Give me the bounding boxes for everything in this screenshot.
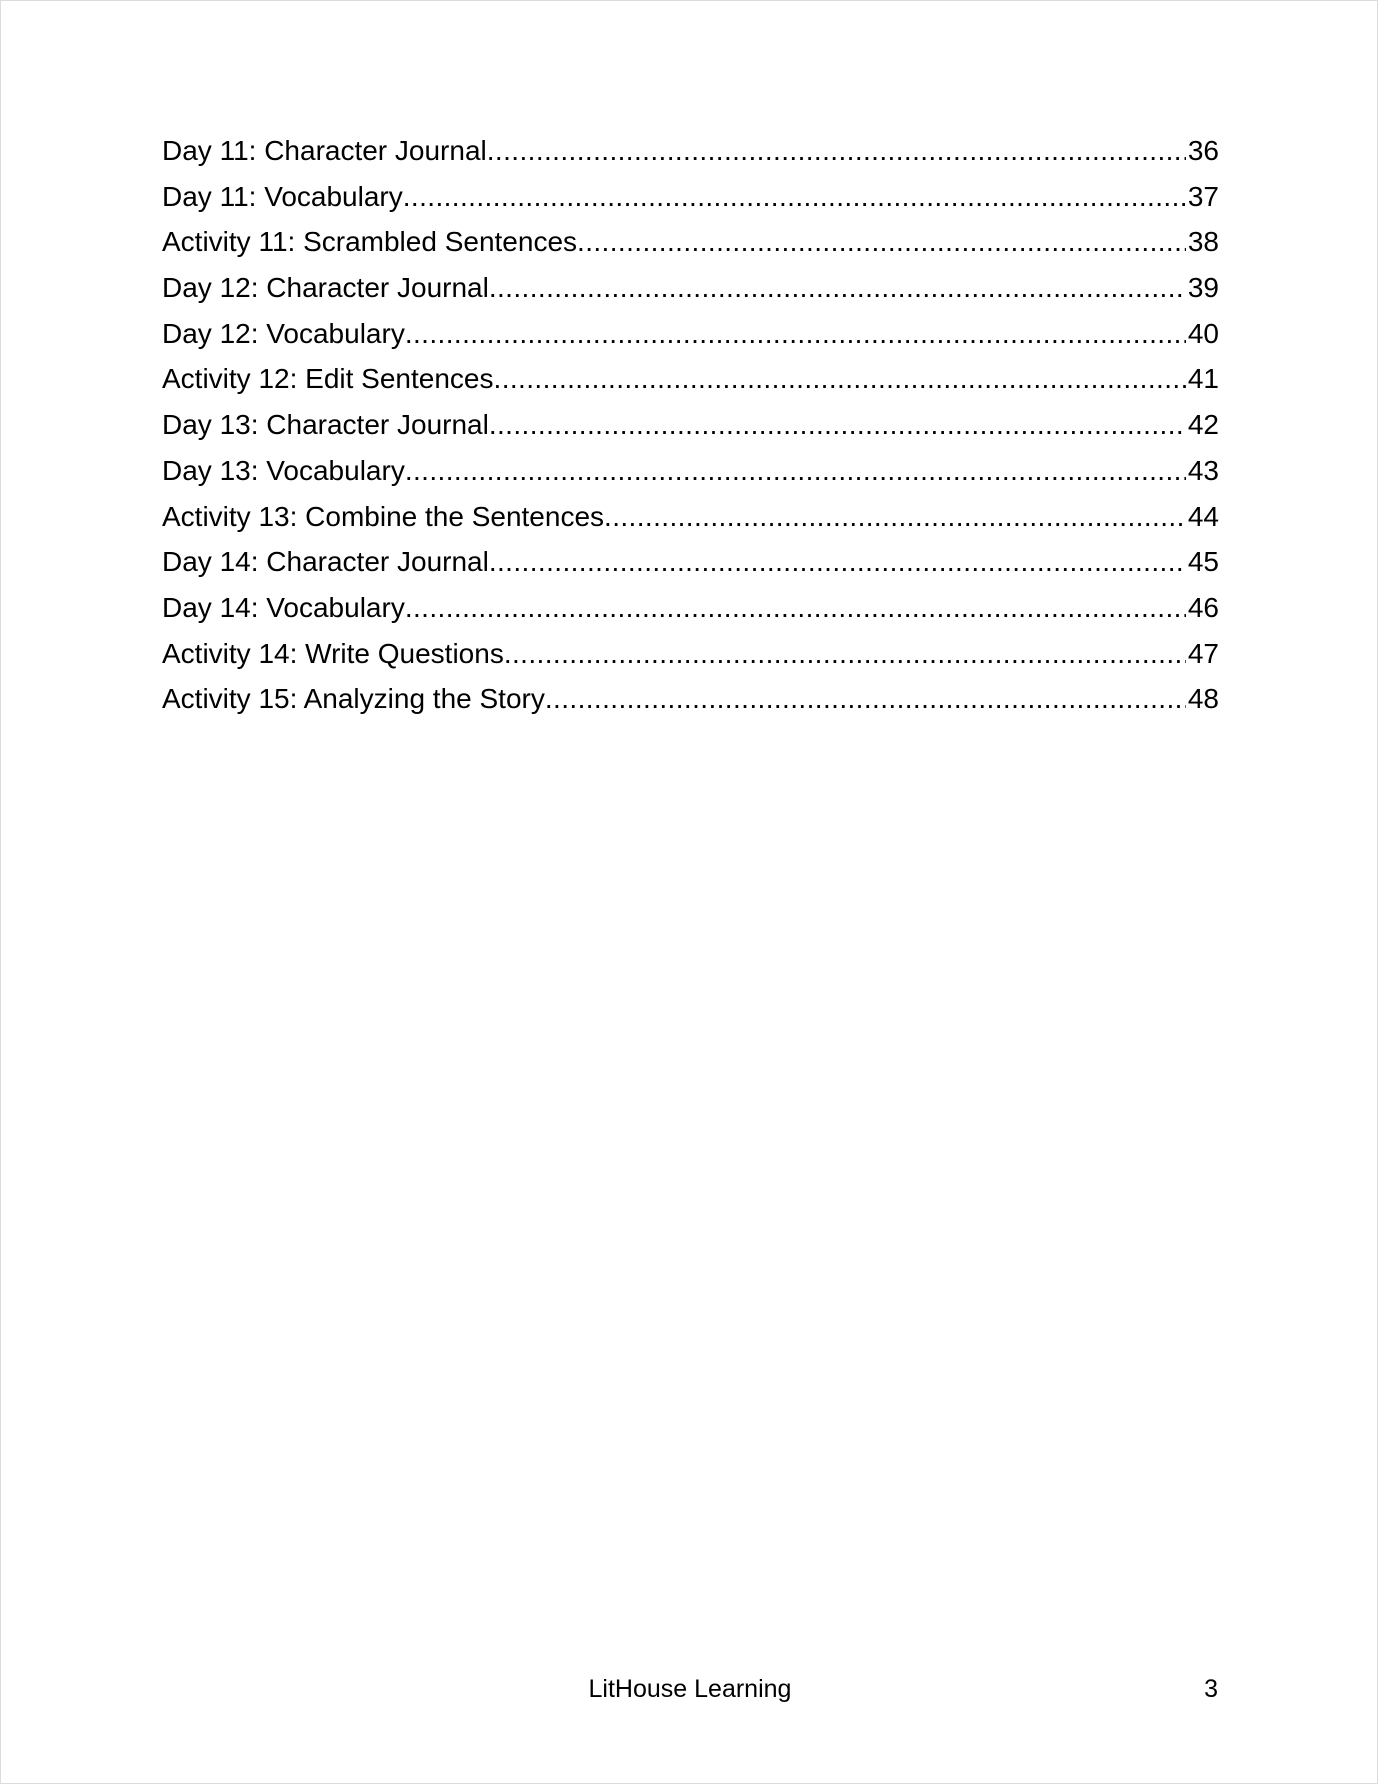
toc-dot-leader bbox=[405, 311, 1186, 357]
toc-entry[interactable] bbox=[162, 631, 1219, 677]
toc-entry[interactable] bbox=[162, 219, 1219, 265]
toc-entry-page: 37 bbox=[1187, 180, 1219, 212]
toc-dot-leader bbox=[604, 494, 1186, 540]
toc-entry-page: 38 bbox=[1187, 226, 1219, 258]
toc-dot-leader bbox=[489, 265, 1186, 311]
toc-entry-title[interactable]: Activity 13: Combine the Sentences bbox=[162, 500, 605, 532]
toc-entry-page: 44 bbox=[1187, 500, 1219, 532]
table-of-contents bbox=[162, 128, 1219, 722]
toc-dot-leader bbox=[504, 631, 1186, 677]
toc-entry-page: 43 bbox=[1187, 454, 1219, 486]
toc-entry-title[interactable]: Day 13: Character Journal bbox=[162, 409, 489, 441]
footer-brand: LitHouse Learning bbox=[588, 1675, 792, 1703]
toc-entry-page: 45 bbox=[1187, 546, 1219, 578]
toc-entry-page: 39 bbox=[1187, 272, 1219, 304]
toc-entry-title[interactable]: Activity 15: Analyzing the Story bbox=[162, 683, 545, 715]
toc-dot-leader bbox=[494, 356, 1186, 402]
toc-entry[interactable] bbox=[162, 128, 1219, 174]
toc-entry[interactable] bbox=[162, 585, 1219, 631]
toc-dot-leader bbox=[405, 585, 1186, 631]
toc-dot-leader bbox=[545, 676, 1186, 722]
toc-entry-page: 42 bbox=[1187, 409, 1219, 441]
toc-entry[interactable] bbox=[162, 311, 1219, 357]
toc-entry[interactable] bbox=[162, 402, 1219, 448]
toc-entry-title[interactable]: Activity 12: Edit Sentences bbox=[162, 363, 494, 395]
toc-entry-page: 36 bbox=[1187, 135, 1219, 166]
toc-entry-title[interactable]: Day 11: Character Journal bbox=[162, 135, 487, 166]
toc-entry[interactable] bbox=[162, 448, 1219, 494]
toc-dot-leader bbox=[405, 448, 1186, 494]
toc-entry-title[interactable]: Day 14: Character Journal bbox=[162, 546, 489, 578]
toc-entry[interactable] bbox=[162, 174, 1219, 220]
toc-dot-leader bbox=[489, 539, 1186, 585]
toc-dot-leader bbox=[577, 219, 1186, 265]
toc-entry[interactable] bbox=[162, 356, 1219, 402]
toc-entry[interactable] bbox=[162, 265, 1219, 311]
toc-dot-leader bbox=[489, 402, 1186, 448]
toc-entry-title[interactable]: Day 14: Vocabulary bbox=[162, 591, 405, 623]
toc-dot-leader bbox=[403, 174, 1186, 220]
toc-entry-page: 47 bbox=[1187, 637, 1219, 669]
toc-dot-leader bbox=[487, 128, 1186, 174]
toc-entry-title[interactable]: Day 11: Vocabulary bbox=[162, 180, 403, 212]
toc-entry-page: 41 bbox=[1187, 363, 1219, 395]
toc-entry-page: 40 bbox=[1187, 317, 1219, 349]
toc-entry-title[interactable]: Activity 11: Scrambled Sentences bbox=[162, 226, 578, 258]
toc-entry-title[interactable]: Day 12: Character Journal bbox=[162, 272, 489, 304]
footer-page-number: 3 bbox=[1204, 1675, 1218, 1703]
toc-entry-page: 46 bbox=[1187, 591, 1219, 623]
toc-entry[interactable] bbox=[162, 676, 1219, 722]
toc-entry-title[interactable]: Day 12: Vocabulary bbox=[162, 317, 405, 349]
toc-entry-title[interactable]: Activity 14: Write Questions bbox=[162, 637, 504, 669]
toc-entry-title[interactable]: Day 13: Vocabulary bbox=[162, 454, 405, 486]
toc-entry[interactable] bbox=[162, 494, 1219, 540]
toc-entry[interactable] bbox=[162, 539, 1219, 585]
toc-entry-page: 48 bbox=[1187, 683, 1219, 715]
